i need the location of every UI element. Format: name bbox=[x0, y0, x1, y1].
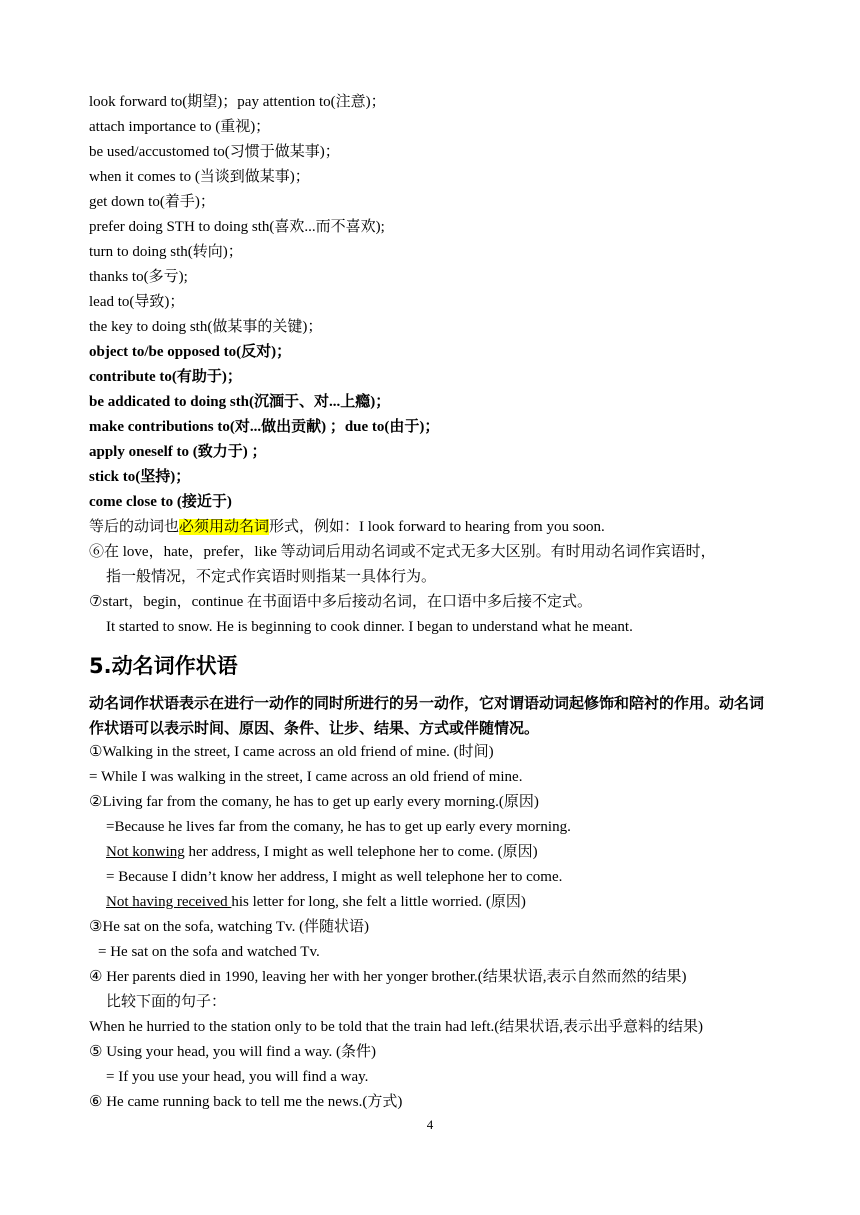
example-5-rewrite: = If you use your head, you will find a way. bbox=[106, 1069, 369, 1085]
phrase-line: look forward to(期望)；pay attention to(注意)； bbox=[89, 94, 386, 110]
example-2: ②Living far from the comany, he has to get up early every morning.(原因) bbox=[89, 794, 539, 810]
item-6-line-2: 指一般情况，不定式作宾语时则指某一具体行为。 bbox=[106, 569, 437, 585]
phrase-line: turn to doing sth(转向)； bbox=[89, 244, 243, 260]
example-2-rewrite: =Because he lives far from the comany, he has to get up early every morning. bbox=[106, 819, 571, 835]
item-7-line-1: ⑦start，begin，continue 在书面语中多后接动名词，在口语中多后接不定式。 bbox=[89, 594, 593, 610]
example-2-variant-2 bbox=[106, 892, 526, 912]
item-7-line-2: It started to snow. He is beginning to cook dinner. I began to understand what he meant. bbox=[106, 619, 633, 635]
example-1-rewrite: = While I was walking in the street, I came across an old friend of mine. bbox=[89, 769, 523, 785]
underlined-phrase: Not having received bbox=[106, 894, 232, 910]
highlighted-text: 必须用动名词 bbox=[179, 519, 270, 535]
compare-label: 比较下面的句子： bbox=[106, 994, 227, 1010]
example-4: ④ Her parents died in 1990, leaving her with her yonger brother.(结果状语,表示自然而然的结果) bbox=[89, 969, 687, 985]
section-heading: 5.动名词作状语 bbox=[89, 654, 238, 678]
phrase-line-bold: contribute to(有助于)； bbox=[89, 369, 242, 385]
phrase-line: get down to(着手)； bbox=[89, 194, 215, 210]
phrase-line: attach importance to (重视)； bbox=[89, 119, 271, 135]
phrase-line: the key to doing sth(做某事的关键)； bbox=[89, 319, 323, 335]
phrase-line-bold: apply oneself to (致力于) ； bbox=[89, 444, 267, 460]
gerund-note bbox=[89, 517, 605, 537]
example-4-compare: When he hurried to the station only to be told that the train had left.(结果状语,表示出乎意料的结果) bbox=[89, 1019, 704, 1035]
phrase-line-bold: stick to(坚持)； bbox=[89, 469, 191, 485]
phrase-line: be used/accustomed to(习惯于做某事)； bbox=[89, 144, 340, 160]
phrase-line-bold: be addicated to doing sth(沉湎于、对...上瘾)； bbox=[89, 394, 391, 410]
example-2-variant-rewrite: = Because I didn’t know her address, I might as well telephone her to come. bbox=[106, 869, 563, 885]
example-6: ⑥ He came running back to tell me the news.(方式) bbox=[89, 1094, 403, 1110]
gerund-note-before: 等后的动词也 bbox=[89, 519, 180, 535]
phrase-line: when it comes to (当谈到做某事)； bbox=[89, 169, 310, 185]
example-3: ③He sat on the sofa, watching Tv. (伴随状语) bbox=[89, 919, 370, 935]
page-number: 4 bbox=[426, 1117, 434, 1132]
example-text: his letter for long, she felt a little worried. (原因) bbox=[231, 894, 526, 910]
gerund-note-after: 形式，例如：I look forward to hearing from you soon. bbox=[269, 519, 605, 535]
phrase-line-bold: object to/be opposed to(反对)； bbox=[89, 344, 292, 360]
example-1: ①Walking in the street, I came across an old friend of mine. (时间) bbox=[89, 744, 494, 760]
item-6-line-1: ⑥在 love，hate，prefer，like 等动词后用动名词或不定式无多大区别。有时用动名词作宾语时， bbox=[89, 544, 716, 560]
example-3-rewrite: = He sat on the sofa and watched Tv. bbox=[98, 944, 320, 960]
phrase-line-bold: come close to (接近于) bbox=[89, 494, 232, 510]
phrase-line: prefer doing STH to doing sth(喜欢...而不喜欢); bbox=[89, 219, 385, 235]
example-text: her address, I might as well telephone her to come. (原因) bbox=[184, 844, 538, 860]
phrase-line-bold: make contributions to(对...做出贡献) ；due to(由于)； bbox=[89, 419, 440, 435]
underlined-phrase: Not konwing bbox=[106, 844, 185, 860]
example-5: ⑤ Using your head, you will find a way. (条件) bbox=[89, 1044, 377, 1060]
phrase-line: thanks to(多亏); bbox=[89, 269, 188, 285]
phrase-line: lead to(导致)； bbox=[89, 294, 185, 310]
section-intro: 动名词作状语表示在进行一动作的同时所进行的另一动作，它对谓语动词起修饰和陪衬的作用。动名词作状语可以表示时间、原因、条件、让步、结果、方式或伴随情况。 bbox=[89, 694, 765, 737]
example-2-variant bbox=[106, 842, 538, 862]
